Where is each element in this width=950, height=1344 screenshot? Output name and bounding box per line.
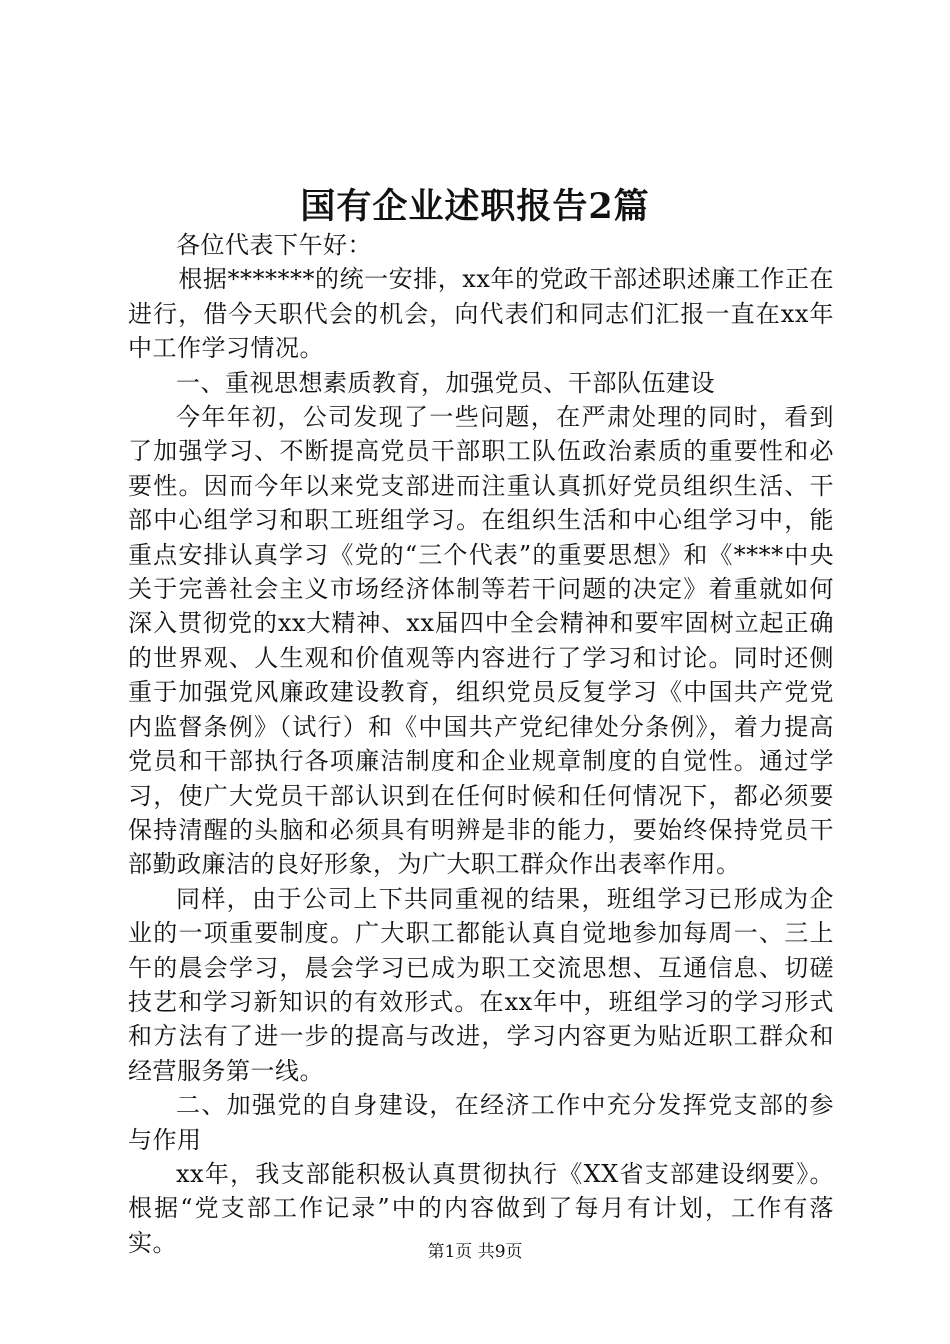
document-title: 国有企业述职报告2篇 — [300, 186, 650, 227]
paragraph-salutation: 各位代表下午好： — [176, 231, 372, 259]
document-body — [128, 228, 834, 1260]
page-number: 第1页 共9页 — [427, 1242, 523, 1262]
paragraph-branch-building: xx年，我支部能积极认真贯彻执行《XX省支部建设纲要》。根据“党支部工作记录”中的内容做到了每月有计划，工作有落实。 — [128, 1159, 834, 1257]
section-heading-1: 一、重视思想素质教育，加强党员、干部队伍建设 — [176, 368, 715, 397]
paragraph-team-study: 同样，由于公司上下共同重视的结果，班组学习已形成为企业的一项重要制度。广大职工都能认真自觉地参加每周一、三上午的晨会学习，晨会学习已成为职工交流思想、互通信息、切磋技艺和学习新知识的有效形式。在xx年中，班组学习的学习形式和方法有了进一步的提高与改进，学习内容更为贴近职工群众和经营服务第一线。 — [128, 884, 834, 1085]
section-heading-2: 二、加强党的自身建设，在经济工作中充分发挥党支部的参与作用 — [128, 1091, 834, 1154]
paragraph-intro: 根据*******的统一安排，xx年的党政干部述职述廉工作正在进行，借今天职代会的机会，向代表们和同志们汇报一直在xx年中工作学习情况。 — [128, 265, 834, 363]
paragraph-study: 今年年初，公司发现了一些问题，在严肃处理的同时，看到了加强学习、不断提高党员干部职工队伍政治素质的重要性和必要性。因而今年以来党支部进而注重认真抓好党员组织生活、干部中心组学习和职工班组学习。在组织生活和中心组学习中，能重点安排认真学习《党的“三个代表”的重要思想》和《****中央关于完善社会主义市场经济体制等若干问题的决定》着重就如何深入贯彻党的xx大精神、xx届四中全会精神和要牢固树立起正确的世界观、人生观和价值观等内容进行了学习和讨论。同时还侧重于加强党风廉政建设教育，组织党员反复学习《中国共产党党内监督条例》（试行）和《中国共产党纪律处分条例》，着力提高党员和干部执行各项廉洁制度和企业规章制度的自觉性。通过学习，使广大党员干部认识到在任何时候和任何情况下，都必须要保持清醒的头脑和必须具有明辨是非的能力，要始终保持党员干部勤政廉洁的良好形象，为广大职工群众作出表率作用。 — [128, 403, 834, 879]
